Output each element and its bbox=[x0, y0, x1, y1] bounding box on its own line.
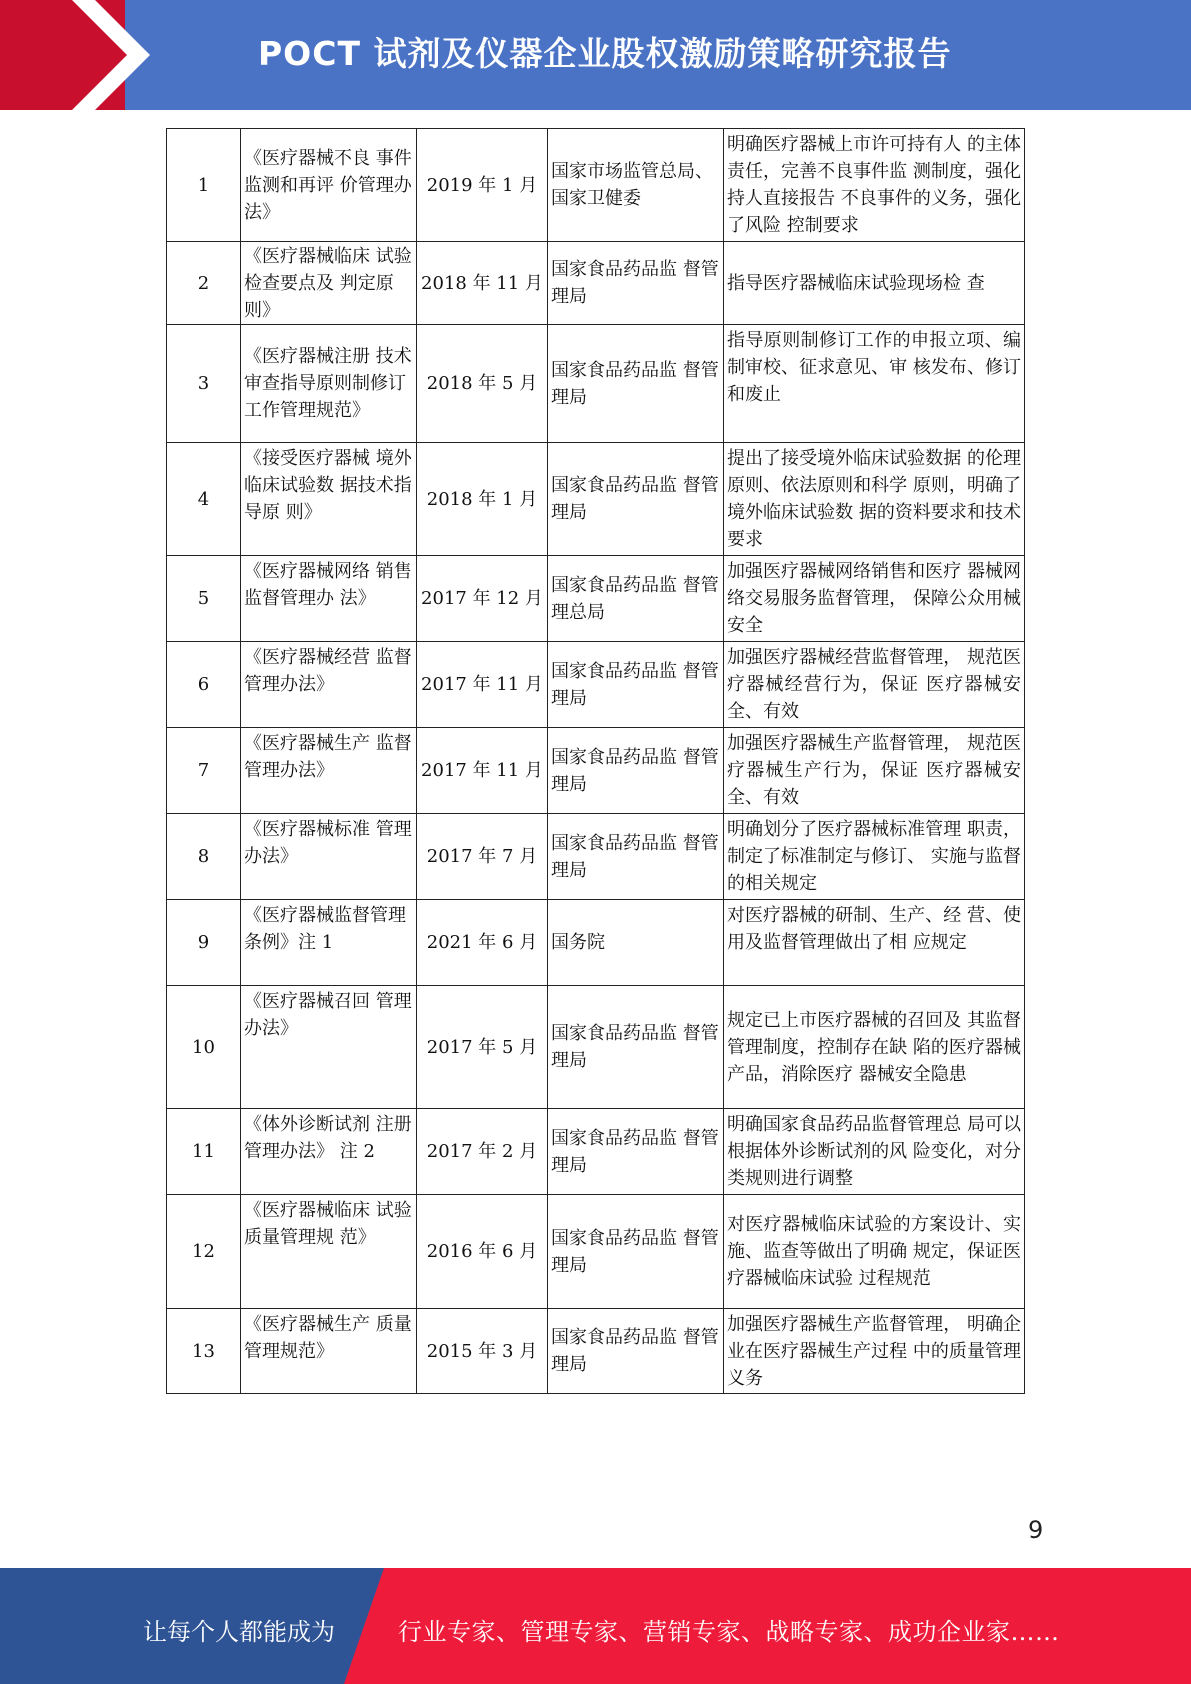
table-row bbox=[167, 1109, 1025, 1195]
row-number: 4 bbox=[167, 443, 241, 556]
issuing-agency: 国家食品药品监 督管理局 bbox=[548, 242, 724, 325]
page-header bbox=[0, 0, 1191, 110]
regulation-name: 《医疗器械临床 试验质量管理规 范》 bbox=[241, 1195, 417, 1309]
issuing-agency: 国家食品药品监 督管理局 bbox=[548, 642, 724, 728]
issue-date: 2015 年 3 月 bbox=[417, 1309, 548, 1394]
table-row bbox=[167, 129, 1025, 242]
row-number: 9 bbox=[167, 900, 241, 986]
row-number: 11 bbox=[167, 1109, 241, 1195]
row-number: 13 bbox=[167, 1309, 241, 1394]
issuing-agency: 国家食品药品监 督管理局 bbox=[548, 443, 724, 556]
regulation-description: 指导原则制修订工作的申报立项、编制审校、征求意见、审 核发布、修订和废止 bbox=[724, 325, 1025, 443]
table-row bbox=[167, 325, 1025, 443]
issue-date: 2018 年 11 月 bbox=[417, 242, 548, 325]
regulation-name: 《医疗器械监督管理条例》注 1 bbox=[241, 900, 417, 986]
table-row bbox=[167, 1195, 1025, 1309]
row-number: 1 bbox=[167, 129, 241, 242]
row-number: 5 bbox=[167, 556, 241, 642]
regulation-name: 《医疗器械生产 监督管理办法》 bbox=[241, 728, 417, 814]
table-row bbox=[167, 642, 1025, 728]
regulation-description: 明确国家食品药品监督管理总 局可以根据体外诊断试剂的风 险变化，对分类规则进行调整 bbox=[724, 1109, 1025, 1195]
issue-date: 2021 年 6 月 bbox=[417, 900, 548, 986]
issuing-agency: 国家市场监管总局、国家卫健委 bbox=[548, 129, 724, 242]
regulation-description: 加强医疗器械生产监督管理， 规范医疗器械生产行为，保证 医疗器械安全、有效 bbox=[724, 728, 1025, 814]
row-number: 2 bbox=[167, 242, 241, 325]
table-row bbox=[167, 1309, 1025, 1394]
table-row bbox=[167, 443, 1025, 556]
page-number: 9 bbox=[1028, 1516, 1044, 1544]
issue-date: 2018 年 1 月 bbox=[417, 443, 548, 556]
regulation-table bbox=[166, 128, 1025, 1394]
issuing-agency: 国家食品药品监 督管理局 bbox=[548, 814, 724, 900]
issuing-agency: 国家食品药品监 督管理局 bbox=[548, 1309, 724, 1394]
issue-date: 2017 年 5 月 bbox=[417, 986, 548, 1109]
issue-date: 2018 年 5 月 bbox=[417, 325, 548, 443]
row-number: 12 bbox=[167, 1195, 241, 1309]
regulation-name: 《医疗器械不良 事件监测和再评 价管理办法》 bbox=[241, 129, 417, 242]
regulation-description: 明确医疗器械上市许可持有人 的主体责任，完善不良事件监 测制度，强化持人直接报告 不良事件的义务，强化了风险 控制要求 bbox=[724, 129, 1025, 242]
regulation-description: 对医疗器械的研制、生产、经 营、使用及监督管理做出了相 应规定 bbox=[724, 900, 1025, 986]
regulation-description: 规定已上市医疗器械的召回及 其监督管理制度，控制存在缺 陷的医疗器械产品，消除医疗 器械安全隐患 bbox=[724, 986, 1025, 1109]
regulation-description: 加强医疗器械生产监督管理， 明确企业在医疗器械生产过程 中的质量管理义务 bbox=[724, 1309, 1025, 1394]
table-row bbox=[167, 556, 1025, 642]
row-number: 6 bbox=[167, 642, 241, 728]
regulation-name: 《接受医疗器械 境外临床试验数 据技术指导原 则》 bbox=[241, 443, 417, 556]
issuing-agency: 国家食品药品监 督管理局 bbox=[548, 325, 724, 443]
regulation-description: 加强医疗器械经营监督管理， 规范医疗器械经营行为，保证 医疗器械安全、有效 bbox=[724, 642, 1025, 728]
issue-date: 2016 年 6 月 bbox=[417, 1195, 548, 1309]
row-number: 3 bbox=[167, 325, 241, 443]
issuing-agency: 国家食品药品监 督管理局 bbox=[548, 728, 724, 814]
issue-date: 2017 年 12 月 bbox=[417, 556, 548, 642]
regulation-name: 《医疗器械生产 质量管理规范》 bbox=[241, 1309, 417, 1394]
issuing-agency: 国家食品药品监 督管理局 bbox=[548, 1195, 724, 1309]
regulation-description: 明确划分了医疗器械标准管理 职责，制定了标准制定与修订、 实施与监督的相关规定 bbox=[724, 814, 1025, 900]
footer-slogan-left: 让每个人都能成为 bbox=[143, 1618, 335, 1646]
regulation-name: 《体外诊断试剂 注册管理办法》 注 2 bbox=[241, 1109, 417, 1195]
regulation-description: 加强医疗器械网络销售和医疗 器械网络交易服务监督管理， 保障公众用械安全 bbox=[724, 556, 1025, 642]
regulation-description: 指导医疗器械临床试验现场检 查 bbox=[724, 242, 1025, 325]
issuing-agency: 国家食品药品监 督管理局 bbox=[548, 1109, 724, 1195]
issuing-agency: 国务院 bbox=[548, 900, 724, 986]
regulation-name: 《医疗器械网络 销售监督管理办 法》 bbox=[241, 556, 417, 642]
issue-date: 2017 年 11 月 bbox=[417, 642, 548, 728]
regulation-name: 《医疗器械标准 管理办法》 bbox=[241, 814, 417, 900]
regulation-name: 《医疗器械经营 监督管理办法》 bbox=[241, 642, 417, 728]
table-row bbox=[167, 986, 1025, 1109]
table-row bbox=[167, 242, 1025, 325]
row-number: 7 bbox=[167, 728, 241, 814]
regulation-name: 《医疗器械临床 试验检查要点及 判定原则》 bbox=[241, 242, 417, 325]
page-footer bbox=[0, 1568, 1191, 1684]
row-number: 10 bbox=[167, 986, 241, 1109]
issuing-agency: 国家食品药品监 督管理总局 bbox=[548, 556, 724, 642]
issue-date: 2019 年 1 月 bbox=[417, 129, 548, 242]
table-row bbox=[167, 900, 1025, 986]
regulation-name: 《医疗器械召回 管理办法》 bbox=[241, 986, 417, 1109]
issue-date: 2017 年 2 月 bbox=[417, 1109, 548, 1195]
regulation-description: 提出了接受境外临床试验数据 的伦理原则、依法原则和科学 原则，明确了境外临床试验数 据的资料要求和技术要求 bbox=[724, 443, 1025, 556]
report-title: POCT 试剂及仪器企业股权激励策略研究报告 bbox=[258, 34, 952, 73]
table-row bbox=[167, 814, 1025, 900]
regulation-description: 对医疗器械临床试验的方案设计、实施、监查等做出了明确 规定，保证医疗器械临床试验 过程规范 bbox=[724, 1195, 1025, 1309]
regulation-name: 《医疗器械注册 技术审查指导原则制修订工作管理规范》 bbox=[241, 325, 417, 443]
issue-date: 2017 年 11 月 bbox=[417, 728, 548, 814]
issue-date: 2017 年 7 月 bbox=[417, 814, 548, 900]
footer-slogan-right: 行业专家、管理专家、营销专家、战略专家、成功企业家…… bbox=[398, 1618, 1060, 1646]
row-number: 8 bbox=[167, 814, 241, 900]
header-chevron-icon bbox=[0, 0, 150, 110]
table-row bbox=[167, 728, 1025, 814]
issuing-agency: 国家食品药品监 督管理局 bbox=[548, 986, 724, 1109]
